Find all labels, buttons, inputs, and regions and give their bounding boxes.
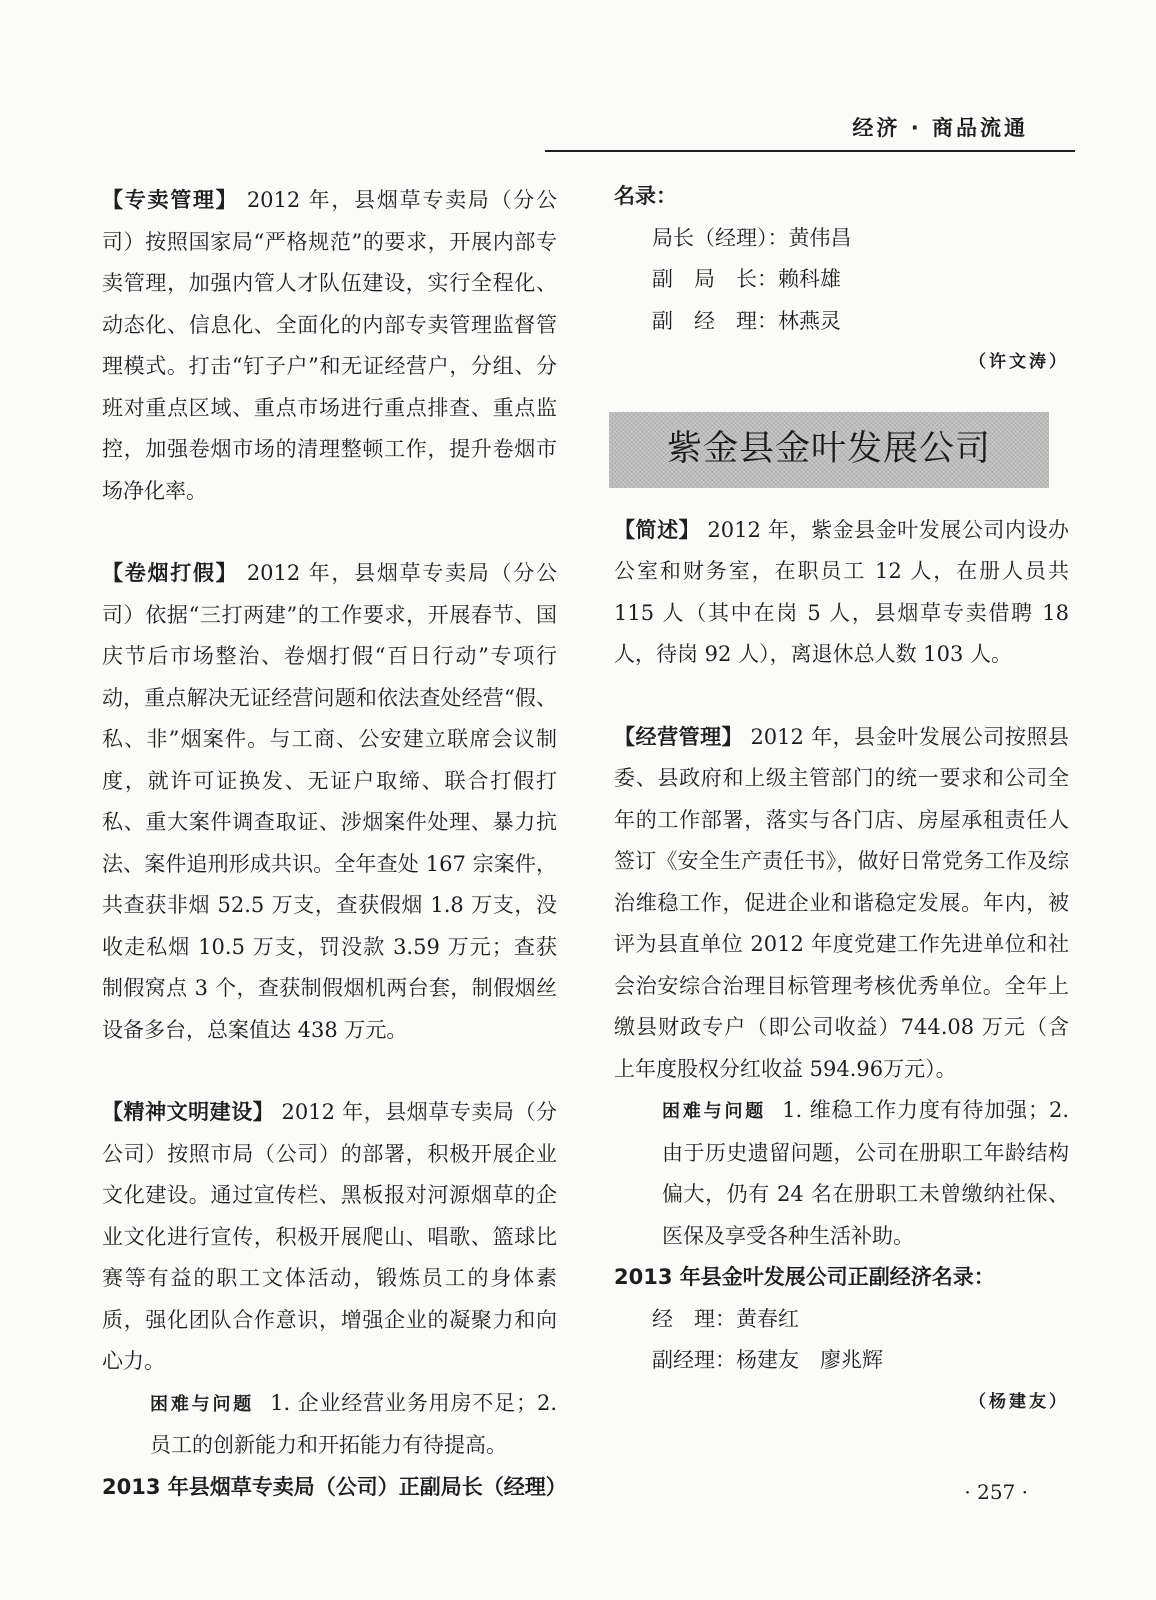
body-overview: 2012 年，紫金县金叶发展公司内设办公室和财务室，在职员工 12 人，在册人员共 115 人（其中在岗 5 人，县烟草专卖借聘 18 人，待岗 92 人），离退休总人数 103 人。 (614, 517, 1070, 666)
body-anti-counterfeit: 2012 年，县烟草专卖局（分公司）依据“三打两建”的工作要求，开展春节、国庆节后市场整治、卷烟打假“百日行动”专项行动，重点解决无证经营问题和依法查处经营“假、私、非”烟案件。与工商、公安建立联席会议制度，就许可证换发、无证户取缔、联合打假打私、重大案件调查取证、涉烟案件处理、暴力抗法、案件追刑形成共识。全年查处 167 宗案件，共查获非烟 52.5 万支，查获假烟 1.8 万支，没收走私烟 10.5 万支，罚没款 3.59 万元；查获制假窝点 3 个，查获制假烟机两台套，制假烟丝设备多台，总案值达 438 万元。 (102, 561, 558, 1042)
heading-anti-counterfeit: 【卷烟打假】 (102, 561, 239, 585)
paragraph-civilization (102, 1092, 557, 1383)
roster-title: 2013 年县金叶发展公司正副经济名录： (614, 1265, 995, 1289)
body-operations: 2012 年，县金叶发展公司按照县委、县政府和上级主管部门的统一要求和公司全年的工作部署，落实与各门店、房屋承租责任人签订《安全生产责任书》，做好日常党务工作及综治维稳工作，促进企业和谐稳定发展。年内，被评为县直单位 2012 年度党建工作先进单位和社会治安综合治理目标管理考核优秀单位。全年上缴县财政专户（即公司收益）744.08 万元（含上年度股权分红收益 594.96万元）。 (614, 724, 1070, 1081)
roster-line: 局长（经理）：黄伟昌 (652, 225, 852, 250)
heading-monopoly-management: 【专卖管理】 (102, 188, 239, 212)
paragraph-anti-counterfeit (102, 553, 557, 1051)
author-signature: （杨建友） (969, 1391, 1069, 1412)
company-title-banner (609, 412, 1049, 488)
issues-paragraph (614, 1090, 1069, 1257)
issues-label: 困难与问题 (662, 1101, 767, 1122)
paragraph-operations (614, 717, 1069, 1091)
body-civilization: 2012 年，县烟草专卖局（分公司）按照市局（公司）的部署，积极开展企业文化建设。通过宣传栏、黑板报对河源烟草的企业文化进行宣传，积极开展爬山、唱歌、篮球比赛等有益的职工文体活动，锻炼员工的身体素质，强化团队合作意识，增强企业的凝聚力和向心力。 (102, 1100, 557, 1373)
issues-body: 1. 企业经营业务用房不足；2. 员工的创新能力和开拓能力有待提高。 (150, 1390, 557, 1457)
roster-title-continued: 名录： (614, 184, 677, 208)
company-title: 紫金县金叶发展公司 (666, 428, 991, 469)
page-number: · 257 · (964, 1480, 1028, 1504)
roster-line: 经 理：黄春红 (652, 1306, 799, 1331)
body-monopoly-management: 2012 年，县烟草专卖局（分公司）按照国家局“严格规范”的要求，开展内部专卖管理，加强内管人才队伍建设，实行全程化、动态化、信息化、全面化的内部专卖管理监督管理模式。打击“钉子户”和无证经营户，分组、分班对重点区域、重点市场进行重点排查、重点监控，加强卷烟市场的清理整顿工作，提升卷烟市场净化率。 (102, 188, 558, 503)
heading-overview: 【简述】 (614, 517, 701, 542)
roster-line: 副 经 理：林燕灵 (652, 308, 841, 333)
paragraph-overview (614, 510, 1069, 676)
right-column (614, 180, 1069, 1423)
roster-line: 副经理：杨建友 廖兆辉 (652, 1348, 883, 1372)
issues-label: 困难与问题 (150, 1393, 255, 1415)
author-signature: （许文涛） (969, 352, 1069, 372)
issues-body: 1. 维稳工作力度有待加强；2. 由于历史遗留问题，公司在册职工年龄结构偏大，仍有 24 名在册职工未曾缴纳社保、医保及享受各种生活补助。 (662, 1098, 1069, 1248)
paragraph-monopoly-management (102, 180, 557, 512)
heading-operations: 【经营管理】 (614, 724, 744, 749)
roster-title: 2013 年县烟草专卖局（公司）正副局长（经理） (102, 1474, 567, 1499)
issues-paragraph (102, 1383, 557, 1467)
header-rule (545, 150, 1075, 152)
section-header: 经济 · 商品流通 (852, 116, 1028, 140)
heading-civilization: 【精神文明建设】 (102, 1100, 275, 1124)
roster-line: 副 局 长：赖科雄 (652, 267, 841, 291)
left-column (102, 180, 567, 1508)
